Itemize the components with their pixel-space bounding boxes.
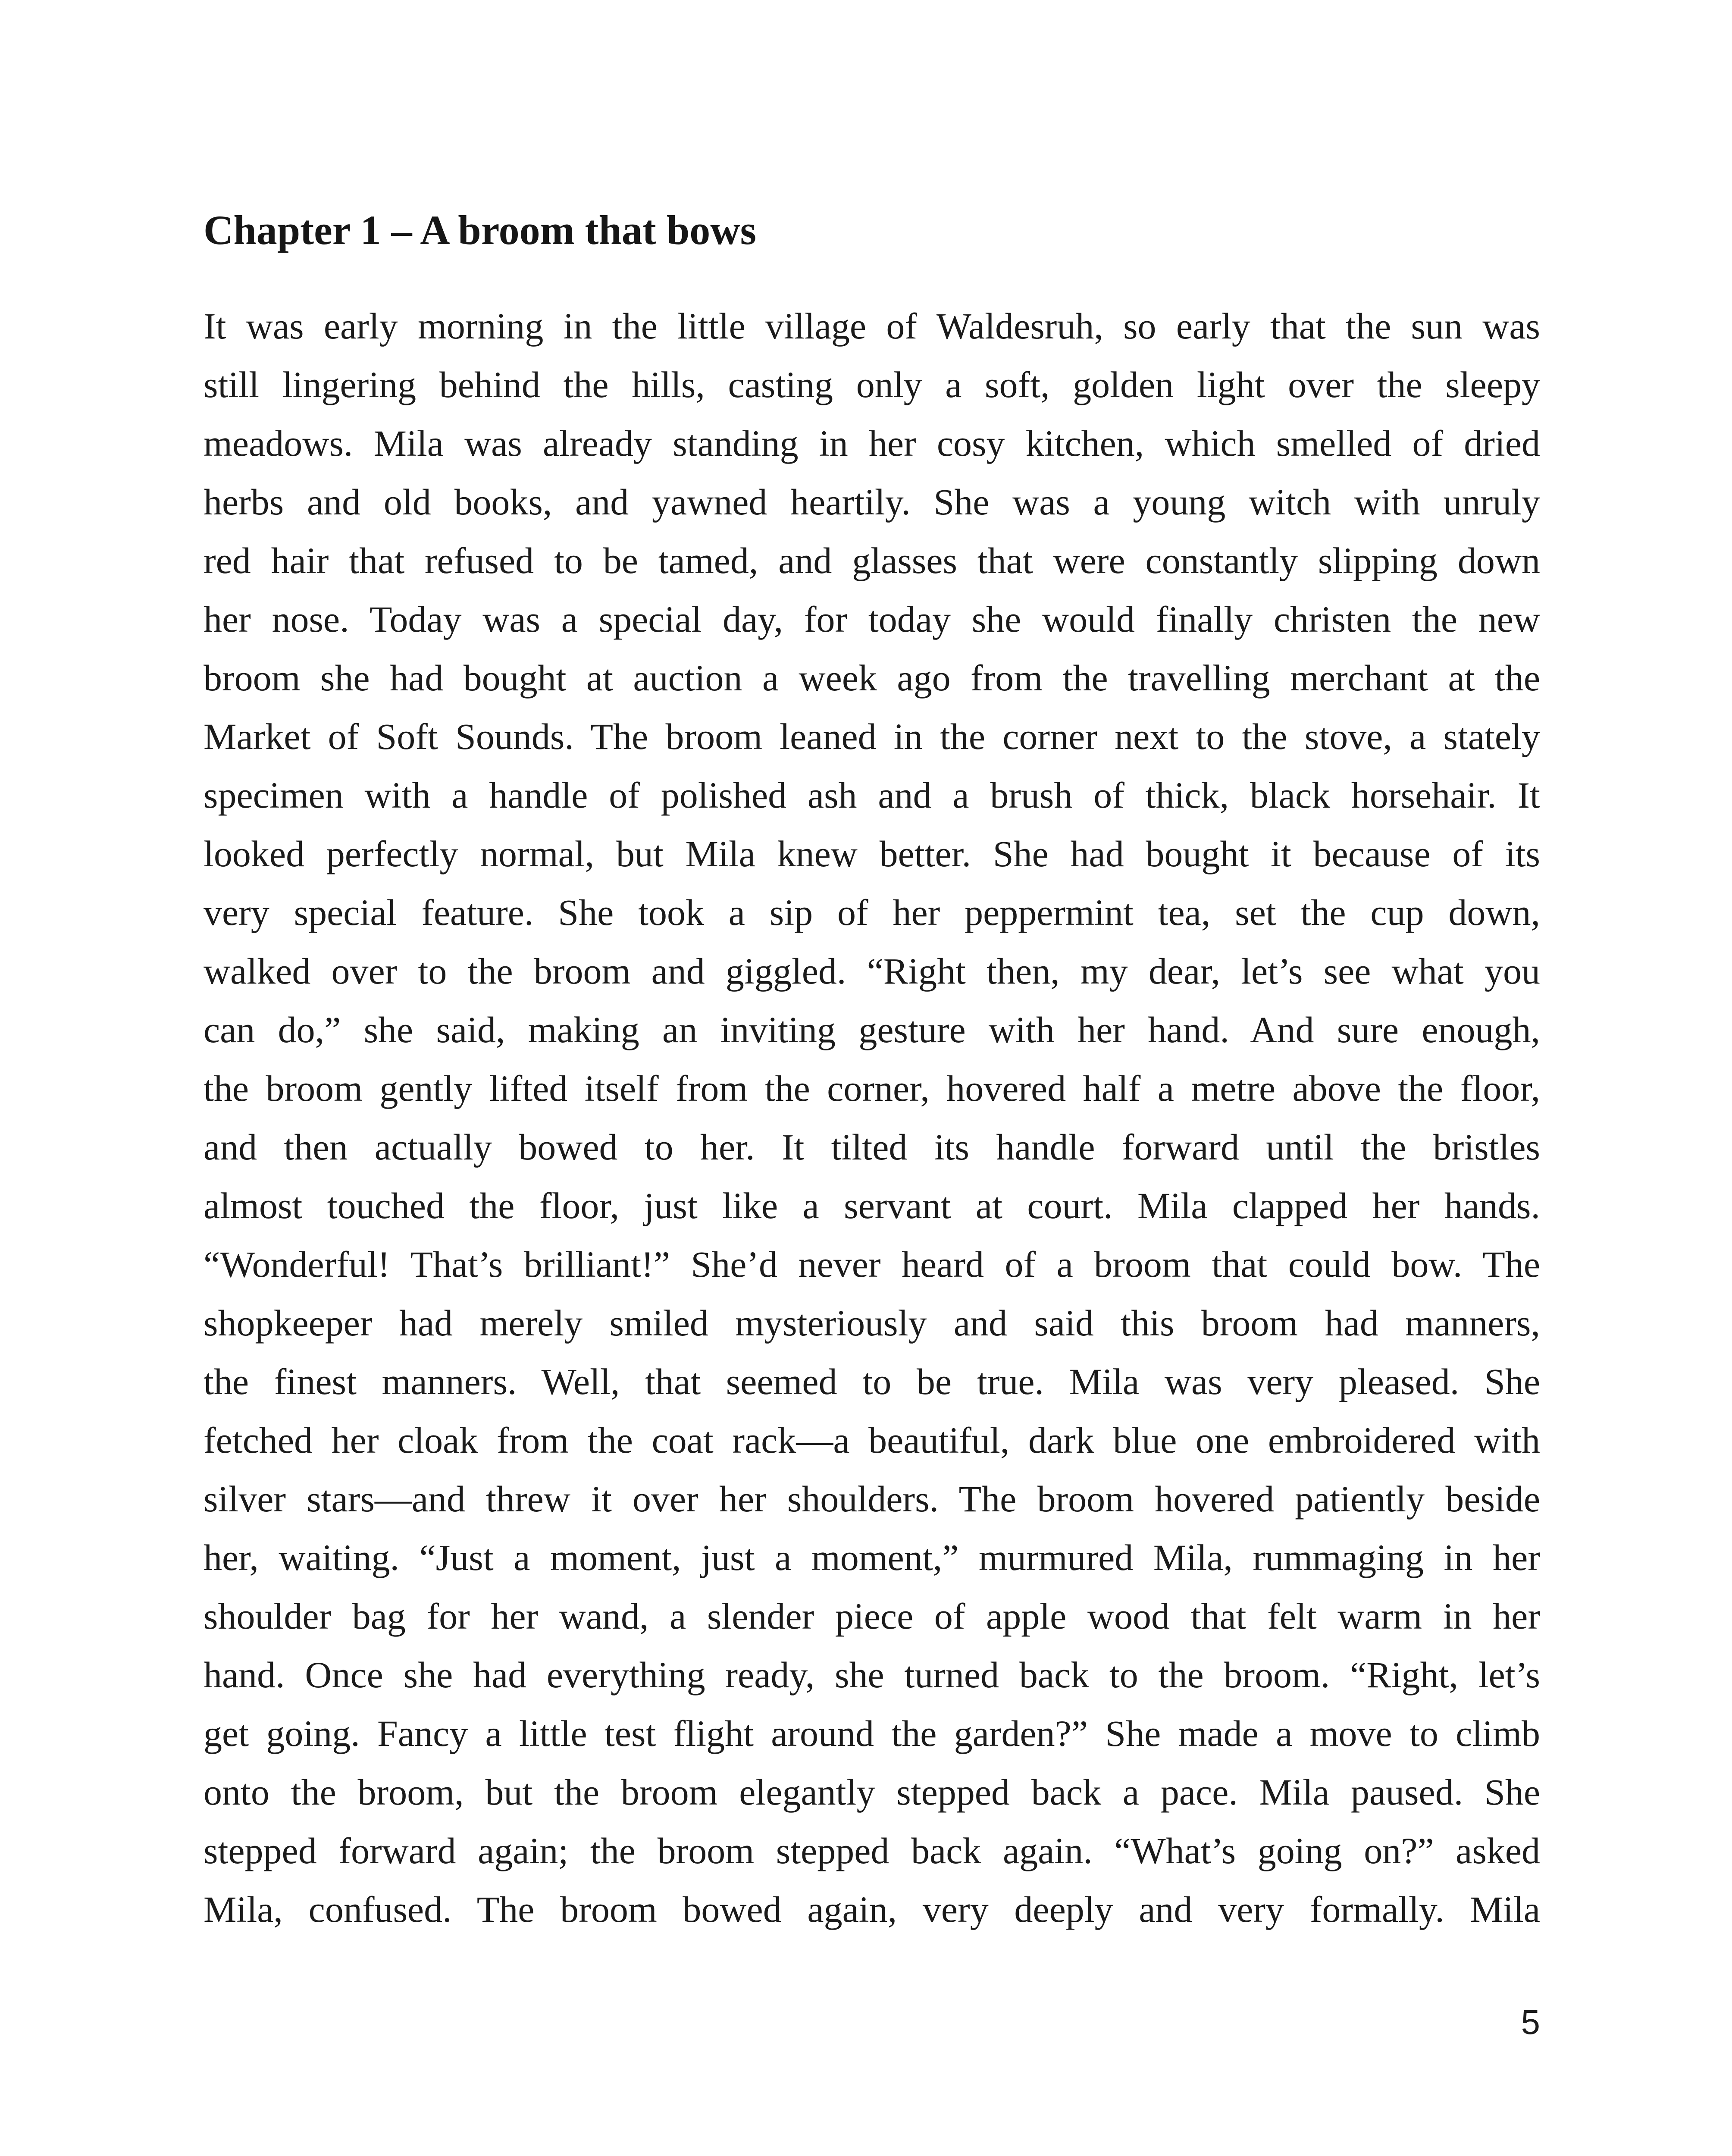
body-line: her nose. Today was a special day, for today she would finally christen the new [204,599,1540,640]
body-line: her, waiting. “Just a moment, just a moment,” murmured Mila, rummaging in her [204,1537,1540,1578]
body-line: specimen with a handle of polished ash and a brush of thick, black horsehair. It [204,774,1540,816]
chapter-title: Chapter 1 – A broom that bows [204,207,756,253]
body-line: walked over to the broom and giggled. “Right then, my dear, let’s see what you [204,950,1540,992]
body-line: hand. Once she had everything ready, she turned back to the broom. “Right, let’s [204,1654,1540,1695]
body-line: still lingering behind the hills, casting only a soft, golden light over the sleepy [204,364,1540,405]
body-line: very special feature. She took a sip of her peppermint tea, set the cup down, [204,892,1540,933]
body-line: shoulder bag for her wand, a slender piece of apple wood that felt warm in her [204,1595,1540,1637]
body-line: “Wonderful! That’s brilliant!” She’d never heard of a broom that could bow. The [204,1244,1540,1285]
body-line: meadows. Mila was already standing in her cosy kitchen, which smelled of dried [204,423,1540,464]
body-line: Market of Soft Sounds. The broom leaned in the corner next to the stove, a stately [204,716,1540,757]
page-number: 5 [1521,2003,1540,2041]
body-line: the finest manners. Well, that seemed to be true. Mila was very pleased. She [204,1361,1540,1402]
body-line: Mila, confused. The broom bowed again, very deeply and very formally. Mila [204,1889,1540,1930]
body-line: and then actually bowed to her. It tilted its handle forward until the bristles [204,1126,1540,1168]
body-line: get going. Fancy a little test flight around the garden?” She made a move to climb [204,1713,1540,1754]
body-line: almost touched the floor, just like a servant at court. Mila clapped her hands. [204,1185,1540,1226]
body-line: can do,” she said, making an inviting gesture with her hand. And sure enough, [204,1009,1540,1050]
body-line: fetched her cloak from the coat rack—a beautiful, dark blue one embroidered with [204,1420,1540,1461]
body-line: stepped forward again; the broom stepped back again. “What’s going on?” asked [204,1830,1540,1871]
body-line: herbs and old books, and yawned heartily. She was a young witch with unruly [204,481,1540,523]
body-line: shopkeeper had merely smiled mysteriously and said this broom had manners, [204,1302,1540,1344]
body-line: the broom gently lifted itself from the corner, hovered half a metre above the floor, [204,1068,1540,1109]
body-line: onto the broom, but the broom elegantly stepped back a pace. Mila paused. She [204,1771,1540,1813]
body-line: red hair that refused to be tamed, and glasses that were constantly slipping down [204,540,1540,581]
chapter-body [204,297,1540,1939]
body-line: looked perfectly normal, but Mila knew better. She had bought it because of its [204,833,1540,874]
body-line: It was early morning in the little village of Waldesruh, so early that the sun was [204,305,1540,347]
body-line: silver stars—and threw it over her shoulders. The broom hovered patiently beside [204,1478,1540,1520]
body-line: broom she had bought at auction a week ago from the travelling merchant at the [204,657,1540,699]
